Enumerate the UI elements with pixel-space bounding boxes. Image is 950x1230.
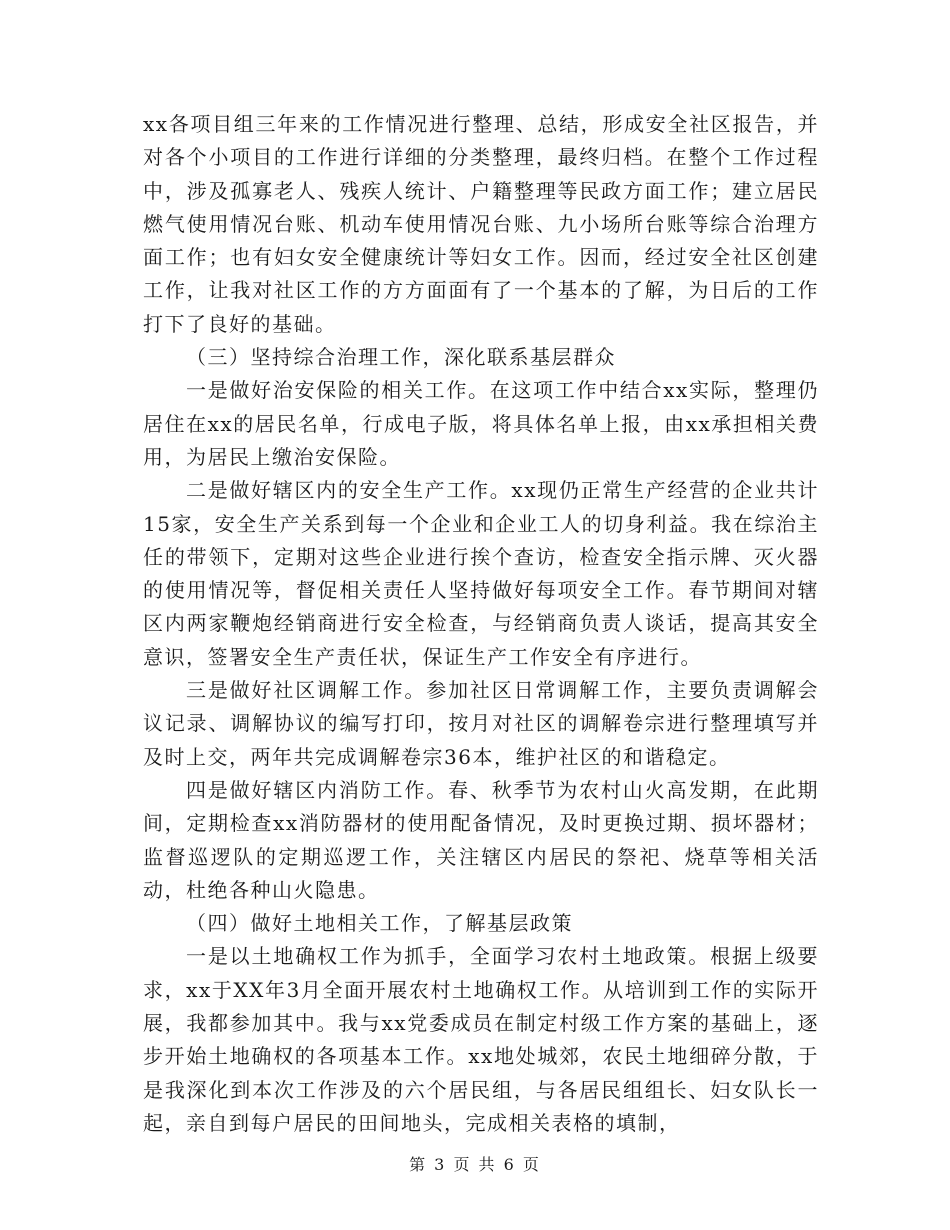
paragraph-mediation: 三是做好社区调解工作。参加社区日常调解工作，主要负责调解会议记录、调解协议的编写打印，按月对社区的调解卷宗进行整理填写并及时上交，两年共完成调解卷宗36本，维护社区的和谐稳定。	[143, 678, 819, 769]
section-heading-3: （三）坚持综合治理工作，深化联系基层群众	[186, 345, 616, 370]
paragraph-safe-production: 二是做好辖区内的安全生产工作。xx现仍正常生产经营的企业共计15家，安全生产关系到每一个企业和企业工人的切身利益。我在综治主任的带领下，定期对这些企业进行挨个查访，检查安全指示牌、灭火器的使用情况等，督促相关责任人坚持做好每项安全工作。春节期间对辖区内两家鞭炮经销商进行安全检查，与经销商负责人谈话，提高其安全意识，签署安全生产责任状，保证生产工作安全有序进行。	[143, 478, 819, 669]
paragraph-fire-prevention: 四是做好辖区内消防工作。春、秋季节为农村山火高发期，在此期间，定期检查xx消防器材的使用配备情况，及时更换过期、损坏器材；监督巡逻队的定期巡逻工作，关注辖区内居民的祭祀、烧草等相关活动，杜绝各种山火隐患。	[143, 777, 819, 902]
document-body	[143, 108, 819, 1140]
paragraph-land-rights: 一是以土地确权工作为抓手，全面学习农村土地政策。根据上级要求，xx于XX年3月全面开展农村土地确权工作。从培训到工作的实际开展，我都参加其中。我与xx党委成员在制定村级工作方案的基础上，逐步开始土地确权的各项基本工作。xx地处城郊，农民土地细碎分散，于是我深化到本次工作涉及的六个居民组，与各居民组组长、妇女队长一起，亲自到每户居民的田间地头，完成相关表格的填制，	[143, 944, 819, 1135]
page-footer: 第 3 页 共 6 页	[409, 1155, 541, 1174]
paragraph-security-insurance: 一是做好治安保险的相关工作。在这项工作中结合xx实际，整理仍居住在xx的居民名单，行成电子版，将具体名单上报，由xx承担相关费用，为居民上缴治安保险。	[143, 378, 819, 469]
section-heading-4: （四）做好土地相关工作，了解基层政策	[186, 911, 573, 936]
paragraph-continuation: xx各项目组三年来的工作情况进行整理、总结，形成安全社区报告，并对各个小项目的工作进行详细的分类整理，最终归档。在整个工作过程中，涉及孤寡老人、残疾人统计、户籍整理等民政方面工作；建立居民燃气使用情况台账、机动车使用情况台账、九小场所台账等综合治理方面工作；也有妇女安全健康统计等妇女工作。因而，经过安全社区创建工作，让我对社区工作的方方面面有了一个基本的了解，为日后的工作打下了良好的基础。	[143, 112, 819, 336]
